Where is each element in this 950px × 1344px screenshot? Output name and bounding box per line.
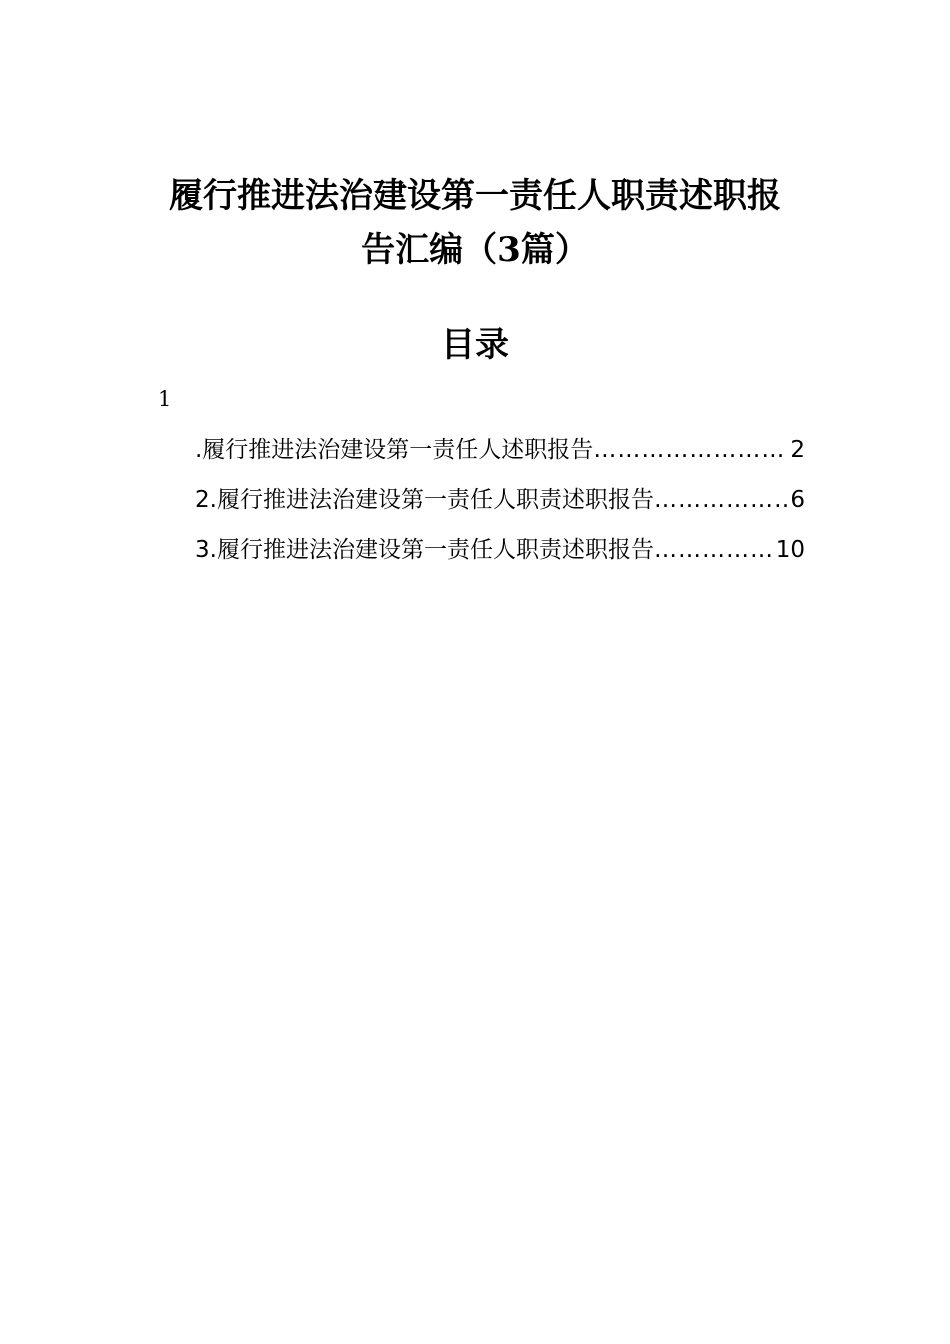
document-title-line-2: 告汇编（3篇）	[361, 230, 589, 270]
table-of-contents	[195, 432, 805, 582]
toc-entry-page-number: 2	[790, 437, 805, 463]
toc-dot-leader	[654, 532, 774, 568]
toc-dot-leader	[654, 482, 788, 518]
toc-entry[interactable]	[195, 532, 805, 582]
toc-entry[interactable]	[195, 482, 805, 532]
toc-entry-label: 2.履行推进法治建设第一责任人职责述职报告	[195, 487, 654, 513]
toc-dot-leader	[593, 432, 788, 468]
toc-entry[interactable]	[195, 432, 805, 482]
toc-entry-label: 3.履行推进法治建设第一责任人职责述职报告	[195, 537, 654, 563]
toc-entry-label: .履行推进法治建设第一责任人述职报告	[195, 437, 594, 463]
document-title-line-1: 履行推进法治建设第一责任人职责述职报	[169, 176, 781, 216]
toc-entry-page-number: 6	[790, 487, 805, 513]
toc-entry-page-number: 10	[775, 537, 805, 563]
toc-heading: 目录	[441, 325, 509, 365]
stray-list-number: 1	[158, 387, 172, 411]
